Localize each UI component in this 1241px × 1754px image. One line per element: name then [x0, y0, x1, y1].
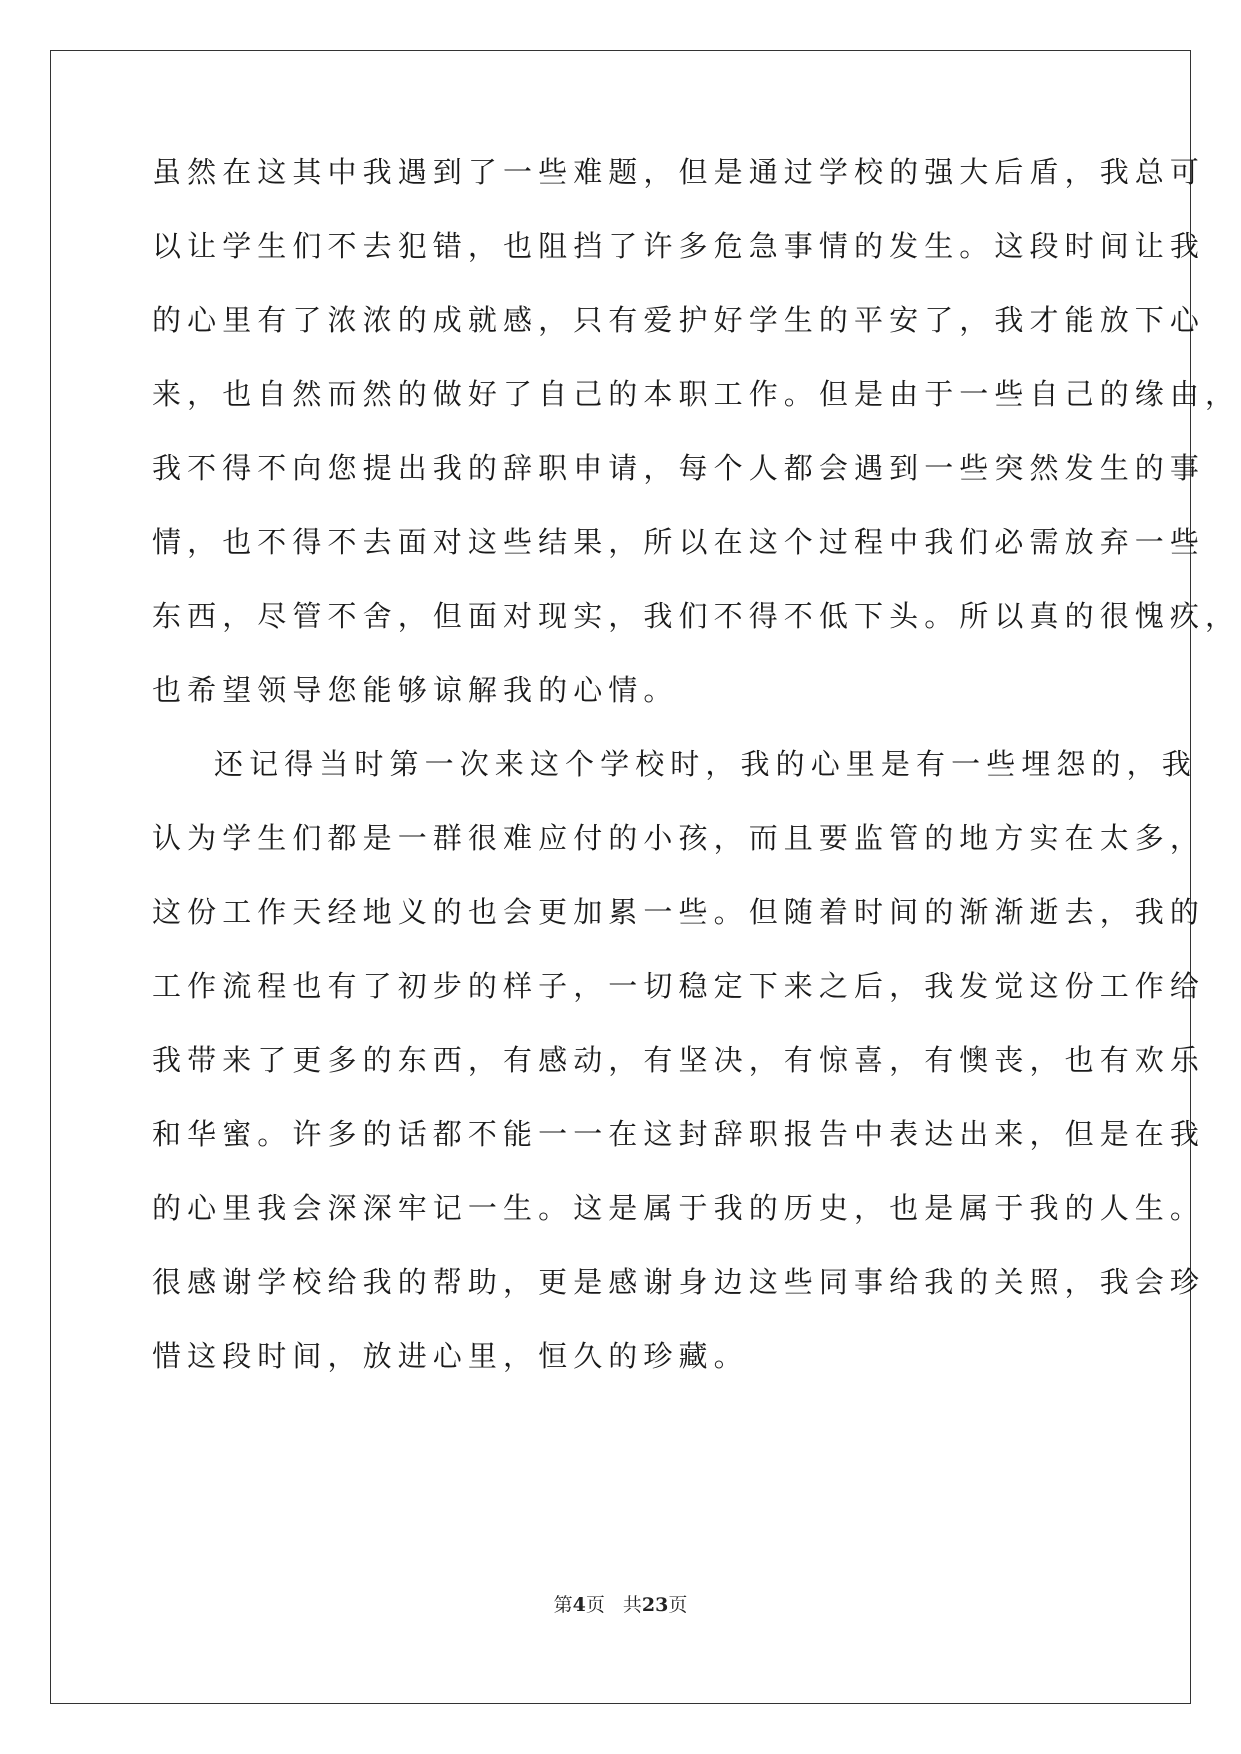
text-line: 认为学生们都是一群很难应付的小孩，而且要监管的地方实在太多， — [152, 821, 1206, 855]
text-line: 还记得当时第一次来这个学校时，我的心里是有一些埋怨的，我 — [214, 747, 1197, 781]
text-line: 虽然在这其中我遇到了一些难题，但是通过学校的强大后盾，我总可 — [152, 155, 1206, 189]
current-page-number: 4 — [572, 1594, 586, 1616]
text-line: 我带来了更多的东西，有感动，有坚决，有惊喜，有懊丧，也有欢乐 — [152, 1043, 1206, 1077]
text-line: 的心里我会深深牢记一生。这是属于我的历史，也是属于我的人生。 — [152, 1191, 1206, 1225]
total-page-count: 23 — [641, 1594, 669, 1616]
page-label-prefix: 第 — [553, 1594, 573, 1616]
text-line: 惜这段时间，放进心里，恒久的珍藏。 — [152, 1339, 749, 1373]
page-label-unit: 页 — [585, 1594, 605, 1616]
text-line: 以让学生们不去犯错，也阻挡了许多危急事情的发生。这段时间让我 — [152, 229, 1206, 263]
total-label-prefix: 共 — [622, 1594, 642, 1616]
text-line: 来，也自然而然的做好了自己的本职工作。但是由于一些自己的缘由， — [152, 377, 1241, 411]
text-line: 情，也不得不去面对这些结果，所以在这个过程中我们必需放弃一些 — [152, 525, 1206, 559]
text-line: 工作流程也有了初步的样子，一切稳定下来之后，我发觉这份工作给 — [152, 969, 1206, 1003]
text-line: 的心里有了浓浓的成就感，只有爱护好学生的平安了，我才能放下心 — [152, 303, 1206, 337]
text-line: 也希望领导您能够谅解我的心情。 — [152, 673, 679, 707]
total-label-unit: 页 — [668, 1594, 688, 1616]
text-line: 这份工作天经地义的也会更加累一些。但随着时间的渐渐逝去，我的 — [152, 895, 1206, 929]
page-frame — [50, 50, 1191, 1704]
page-footer — [0, 1592, 1241, 1618]
text-line: 我不得不向您提出我的辞职申请，每个人都会遇到一些突然发生的事 — [152, 451, 1206, 485]
text-line: 东西，尽管不舍，但面对现实，我们不得不低下头。所以真的很愧疚， — [152, 599, 1241, 633]
text-line: 和华蜜。许多的话都不能一一在这封辞职报告中表达出来，但是在我 — [152, 1117, 1206, 1151]
text-line: 很感谢学校给我的帮助，更是感谢身边这些同事给我的关照，我会珍 — [152, 1265, 1206, 1299]
